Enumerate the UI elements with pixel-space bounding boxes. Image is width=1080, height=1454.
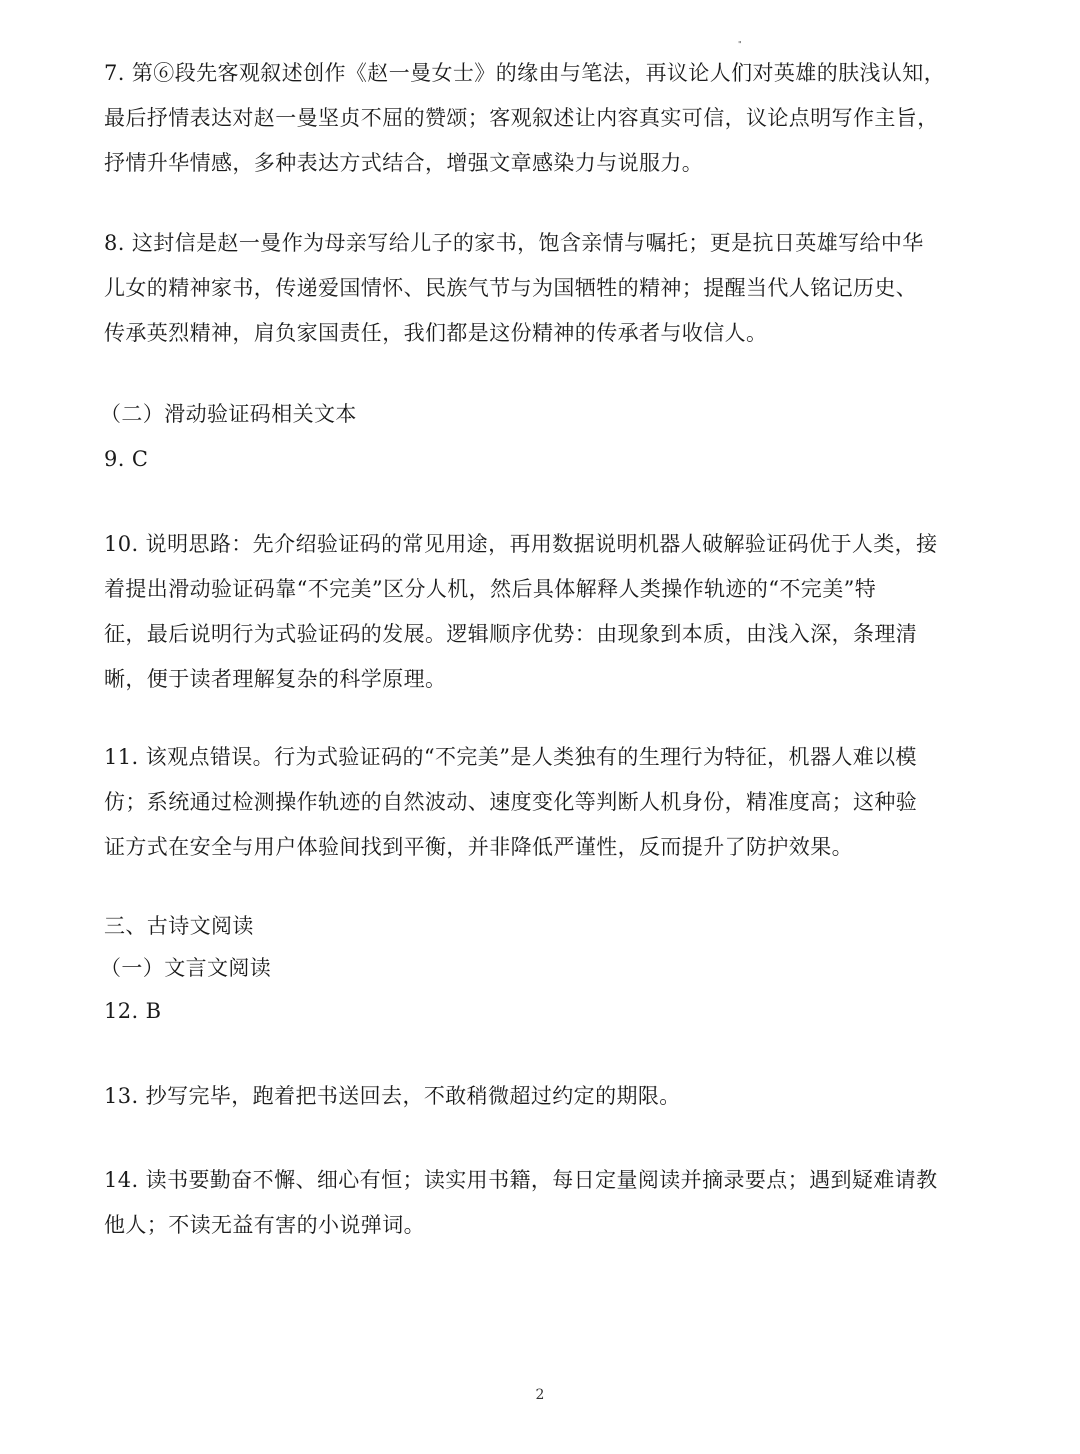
part-3-sub-heading (100, 946, 980, 991)
answer-8-line-3: 传承英烈精神，肩负家国责任，我们都是这份精神的传承者与收信人。 (104, 321, 768, 345)
answer-7-line-2: 最后抒情表达对赵一曼坚贞不屈的赞颂；客观叙述让内容真实可信，议论点明写作主旨， (104, 106, 939, 130)
answer-9-text: 9. C (104, 447, 149, 471)
answer-8-line-2: 儿女的精神家书，传递爱国情怀、民族气节与为国牺牲的精神；提醒当代人铭记历史、 (104, 276, 918, 300)
answer-11-line-3: 证方式在安全与用户体验间找到平衡，并非降低严谨性，反而提升了防护效果。 (104, 835, 853, 859)
answer-10-line-1: 10. 说明思路：先介绍验证码的常见用途，再用数据说明机器人破解验证码优于人类，接 (104, 532, 938, 556)
answer-10-line-3: 征，最后说明行为式验证码的发展。逻辑顺序优势：由现象到本质，由浅入深，条理清 (104, 622, 918, 646)
section-2-heading-text: （二）滑动验证码相关文本 (100, 402, 357, 426)
answer-7-line-1: 7. 第⑥段先客观叙述创作《赵一曼女士》的缘由与笔法，再议论人们对英雄的肤浅认知， (104, 61, 946, 85)
answer-11-line-1: 11. 该观点错误。行为式验证码的“不完美”是人类独有的生理行为特征，机器人难以模 (104, 745, 917, 769)
answer-7-line-3: 抒情升华情感，多种表达方式结合，增强文章感染力与说服力。 (104, 151, 704, 175)
answer-12-text: 12. B (104, 999, 162, 1023)
answer-14 (104, 1158, 984, 1248)
part-3-sub-heading-text: （一）文言文阅读 (100, 956, 272, 980)
part-3-heading-text: 三、古诗文阅读 (104, 914, 254, 938)
answer-14-line-2: 他人；不读无益有害的小说弹词。 (104, 1213, 425, 1237)
answer-10-line-4: 晰，便于读者理解复杂的科学原理。 (104, 667, 447, 691)
answer-10 (104, 522, 984, 702)
scan-mark: " (738, 40, 742, 49)
answer-11-line-2: 仿；系统通过检测操作轨迹的自然波动、速度变化等判断人机身份，精准度高；这种验 (104, 790, 918, 814)
answer-14-line-1: 14. 读书要勤奋不懈、细心有恒；读实用书籍，每日定量阅读并摘录要点；遇到疑难请教 (104, 1168, 938, 1192)
answer-8-line-1: 8. 这封信是赵一曼作为母亲写给儿子的家书，饱含亲情与嘱托；更是抗日英雄写给中华 (104, 231, 924, 255)
answer-12 (104, 989, 984, 1034)
page-number: 2 (535, 1387, 545, 1403)
answer-9 (104, 437, 984, 482)
answer-10-line-2: 着提出滑动验证码靠“不完美”区分人机，然后具体解释人类操作轨迹的“不完美”特 (104, 577, 877, 601)
answer-8 (104, 221, 984, 356)
answer-13 (104, 1074, 984, 1119)
answer-7 (104, 51, 984, 186)
answer-13-text: 13. 抄写完毕，跑着把书送回去，不敢稍微超过约定的期限。 (104, 1084, 681, 1108)
part-3-heading (104, 904, 984, 949)
section-2-heading (100, 392, 980, 437)
answer-11 (104, 735, 984, 870)
